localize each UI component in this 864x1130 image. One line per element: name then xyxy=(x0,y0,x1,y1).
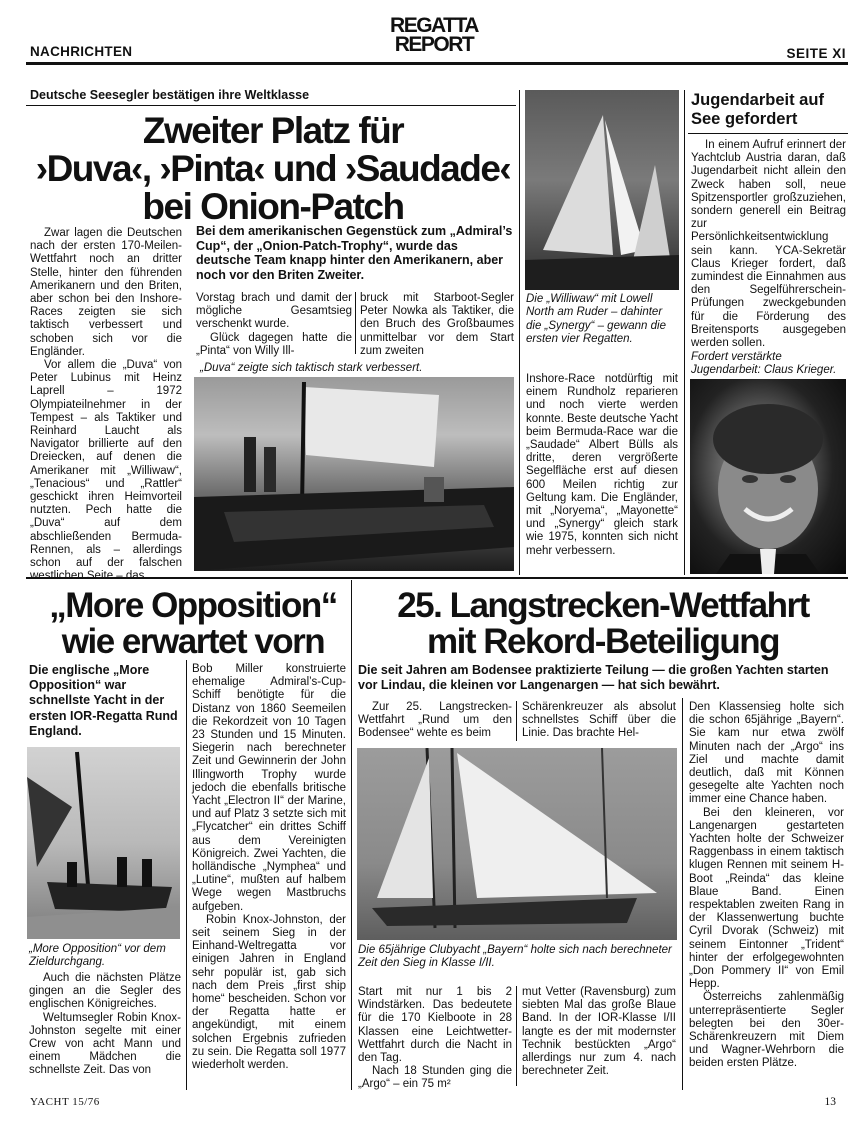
bayern-caption: Die 65jährige Clubyacht „Bayern“ holte sich nach berechneter Zeit den Sieg in Klasse I/II. xyxy=(358,944,672,970)
article3-right-para-2: Bei den kleineren, vor Langenargen gestarteten Yachten holte der Schweizer Raggenbass in einem taktisch klugen Rennen mit seinem H-Boot „Reinda“ das kleine Blaue Band. Einen respektablen zweiten Rang in der Klassenwertung buchte Cyril Dvorak (Schweiz) mit seinem Eintonner „Trident“ hinter der erfolgegewohnten „Don Pommery II“ von Emil Hepp. xyxy=(689,806,844,991)
article2-lead: Die englische „More Opposition“ war schnellste Yacht in der ersten IOR-Regatta Rund England. xyxy=(29,663,178,738)
divider-col4-sidebar xyxy=(684,90,685,575)
article2-col1-para-2: Weltumsegler Robin Knox-Johnston segelte mit einer Crew von acht Mann und einem Mädchen die schnellste Zeit. Das von xyxy=(29,1011,181,1077)
article1-column-2 xyxy=(196,292,352,358)
masthead-line-1: REGATTA xyxy=(390,14,478,37)
article2-column-1 xyxy=(29,972,181,1078)
article1-headline-line-3: bei Onion-Patch xyxy=(142,186,404,227)
article3-headline-line-2: mit Rekord-Beteiligung xyxy=(426,622,780,661)
article3-headline-line-1: 25. Langstrecken-Wettfahrt xyxy=(397,586,809,625)
article3-top-col1-text: Zur 25. Langstrecken-Wettfahrt „Rund um den Bodensee“ wehte es beim xyxy=(358,701,512,740)
divider-article3-top xyxy=(516,701,517,741)
article3-bottom-col1-para-2: Nach 18 Stunden ging die „Argo“ – ein 75 m² xyxy=(358,1065,512,1091)
article1-col3-text: bruck mit Starboot-Segler Peter Nowka als Taktiker, die den Bruch des Großbaumes unmittelbar vor dem Start zum zweiten xyxy=(360,292,514,357)
article1-headline-line-1: Zweiter Platz für xyxy=(142,110,404,151)
duva-photo xyxy=(194,377,514,571)
article3-bottom-col-1 xyxy=(358,986,512,1092)
duva-photo-caption: „Duva“ zeigte sich taktisch stark verbessert. xyxy=(200,362,423,374)
article3-bottom-col1-para-1: Start mit nur 1 bis 2 Windstärken. Das bedeutete für die 170 Kielboote in 28 Klassen eine Leichtwetter-Wettfahrt durch die Nacht in den Tag. xyxy=(358,986,512,1065)
more-opposition-photo xyxy=(27,747,180,939)
more-opposition-caption: „More Opposition“ vor dem Zieldurchgang. xyxy=(29,943,166,969)
divider-article2 xyxy=(186,660,187,1090)
article1-kicker: Deutsche Seesegler bestätigen ihre Weltklasse xyxy=(30,88,310,102)
article2-column-2 xyxy=(192,663,346,1072)
divider-article3-bottom xyxy=(516,986,517,1086)
bayern-photo xyxy=(357,748,677,940)
article1-col2-para-2: Glück dagegen hatte die „Pinta“ von Willy Ill- xyxy=(196,331,352,357)
kicker-rule xyxy=(26,105,516,106)
krieger-photo-graphic xyxy=(690,379,846,574)
williwaw-photo xyxy=(525,90,679,290)
article3-top-col-2 xyxy=(522,701,676,741)
article1-lead: Bei dem amerikanischen Gegenstück zum „Admiral’s Cup“, der „Onion-Patch-Trophy“, wurde das deutsche Team knapp hinter den Amerikanern, aber noch vor den Briten Zweiter. xyxy=(196,224,513,282)
bayern-photo-graphic xyxy=(357,748,677,940)
article1-headline-line-2: ›Duva‹, ›Pinta‹ und ›Saudade‹ xyxy=(35,148,511,189)
article3-right-para-3: Österreichs zahlenmäßig unterrepräsentierte Segler belegten bei den 30er-Schärenkreuzern mit Diem und Wagner-Wehrborn die beiden ersten Plätze. xyxy=(689,991,844,1070)
issue-label: YACHT 15/76 xyxy=(30,1096,100,1108)
duva-photo-graphic xyxy=(194,377,514,571)
sidebar-caption: Fordert verstärkte Jugendarbeit: Claus Krieger. xyxy=(691,351,837,377)
article1-column-4 xyxy=(526,373,678,558)
article1-col1-para-2: Vor allem die „Duva“ von Peter Lubinus mit Heinz Laprell – 1972 Olympiateilnehmer in der Tempest – als Taktiker und Reinhard Laucht als Navigator brillierte auf den Dreiecken, auf denen die Amerikaner mit „Williwaw“, „Tenacious“ und „Rattler“ geschickt ihren Heimvorteil nutzten. Pech hatte die „Duva“ auf dem abschließenden Bermuda-Rennen, als – allerdings schon auf der falschen westlichen Seite – das xyxy=(30,359,182,583)
article3-headline xyxy=(358,588,848,660)
more-opposition-photo-graphic xyxy=(27,747,180,939)
article1-col1-para-1: Zwar lagen die Deutschen nach der ersten 170-Meilen-Wettfahrt noch an dritter Stelle, hinter den führenden Amerikanern und den Briten, aber schon bei den Inshore-Races zeigten sie sich taktisch verbessert und schoben sich vor die Engländer. xyxy=(30,227,182,358)
article1-headline xyxy=(30,112,516,226)
article2-headline-line-2: wie erwartet vorn xyxy=(61,622,325,661)
article2-headline xyxy=(28,588,358,660)
sidebar-headline: Jugendarbeit auf See gefordert xyxy=(691,91,824,128)
divider-article2-article3 xyxy=(351,580,352,1090)
column-divider xyxy=(355,292,356,354)
mid-page-rule xyxy=(26,577,848,579)
masthead-line-2: REPORT xyxy=(394,33,474,56)
header-rule xyxy=(26,62,848,65)
krieger-photo xyxy=(690,379,846,574)
divider-article3-right xyxy=(682,698,683,1090)
divider-col3-col4 xyxy=(519,90,520,575)
article2-col1-para-1: Auch die nächsten Plätze gingen an die Segler des englischen Königreiches. xyxy=(29,972,181,1011)
article3-top-col-1 xyxy=(358,701,512,741)
sidebar-text: In einem Aufruf erinnert der Yachtclub Austria daran, daß Jugendarbeit nicht allein den Zweck haben soll, neue Spitzensportler großzuziehen, sondern generell ein Beitrag zur Persönlichkeitsentwicklung sein kann. YCA-Sekretär Claus Krieger fordert, daß zumindest die Einnahmen aus den Segelführerschein-Prüfungen zweckgebunden für die Förderung des Breitensports ausgegeben werden sollen. xyxy=(691,139,846,350)
masthead xyxy=(381,16,487,54)
sidebar-body xyxy=(691,139,846,350)
article3-bottom-col2-text: mut Vetter (Ravensburg) zum siebten Mal das große Blaue Band. In der IOR-Klasse I/II langte es der mit modernster Technik bestückten „Argo“ allerdings nur zum 4. nach berechneter Zeit. xyxy=(522,986,676,1078)
article1-col2-para-1: Vorstag brach und damit der mögliche Gesamtsieg verschenkt wurde. xyxy=(196,292,352,331)
williwaw-caption: Die „Williwaw“ mit Lowell North am Ruder – dahinter die „Synergy“ – gewann die ersten vier Regatten. xyxy=(526,293,666,346)
article3-lead: Die seit Jahren am Bodensee praktizierte Teilung — die großen Yachten starten vor Lindau, die kleinen vor Langenargen — hat sich bewährt. xyxy=(358,663,829,693)
article2-headline-line-1: „More Opposition“ xyxy=(49,586,337,625)
williwaw-photo-graphic xyxy=(525,90,679,290)
article3-top-col2-text: Schärenkreuzer als absolut schnellstes Schiff über die Linie. Das brachte Hel- xyxy=(522,701,676,740)
article3-right-para-1: Den Klassensieg holte sich die schon 65jährige „Bayern“. Sie kam nur etwa zwölf Minuten nach der „Argo“ ins Ziel und machte damit deutlich, daß mit Können gesegelte alte Yachten noch immer eine Chance haben. xyxy=(689,701,844,806)
article2-col2-para-2: Robin Knox-Johnston, der seit seinem Sieg in der Einhand-Weltregatta vor einigen Jahren in England sehr populär ist, gab sich nach dem Preis „first ship home“ bescheiden. Schon vor der Regatta hatte er angekündigt, mit einem solchen Ergebnis zufrieden zu sein. Die Regatta soll 1977 wiederholt werden. xyxy=(192,913,346,1072)
article3-bottom-col-2 xyxy=(522,986,676,1078)
sidebar-rule xyxy=(688,133,848,134)
article1-column-1 xyxy=(30,227,182,583)
article3-right-col xyxy=(689,701,844,1071)
section-label: NACHRICHTEN xyxy=(30,44,133,59)
article1-column-3 xyxy=(360,292,514,358)
page-label: SEITE XI xyxy=(786,46,846,61)
page-number: 13 xyxy=(824,1096,836,1108)
article1-col4-text: Inshore-Race notdürftig mit einem Rundholz reparieren und noch vierte werden konnte. Beste deutsche Yacht beim Bermuda-Race war die „Saudade“ Albert Bülls als dritte, deren vergrößerte Segelfläche erst auf diesen 600 Meilen richtig zur Geltung kam. Die Engländer, mit „Noryema“, „Mayonette“ und „Synergy“ gleich stark wie 1975, konnten sich nicht mehr verbessern. xyxy=(526,373,678,557)
article2-col2-para-1: Bob Miller konstruierte ehemalige Admiral’s-Cup-Schiff benötigte für die Distanz von 1860 Seemeilen die Rekordzeit von 10 Tagen 23 Stunden und 15 Minuten. Siegerin nach berechneter Zeit und Gewinnerin der John Illingworth Trophy wurde jedoch die ebenfalls britische Yacht „Electron II“ der Marine, und auf Platz 3 setzte sich mit „Flycatcher“ ein drittes Schiff aus dem Vereinigten Königreich. Zwei Yachten, die holländische „Nymphea“ und „Lutine“, mußten auf halbem Wege wegen Mastbruchs aufgeben. xyxy=(192,663,346,913)
